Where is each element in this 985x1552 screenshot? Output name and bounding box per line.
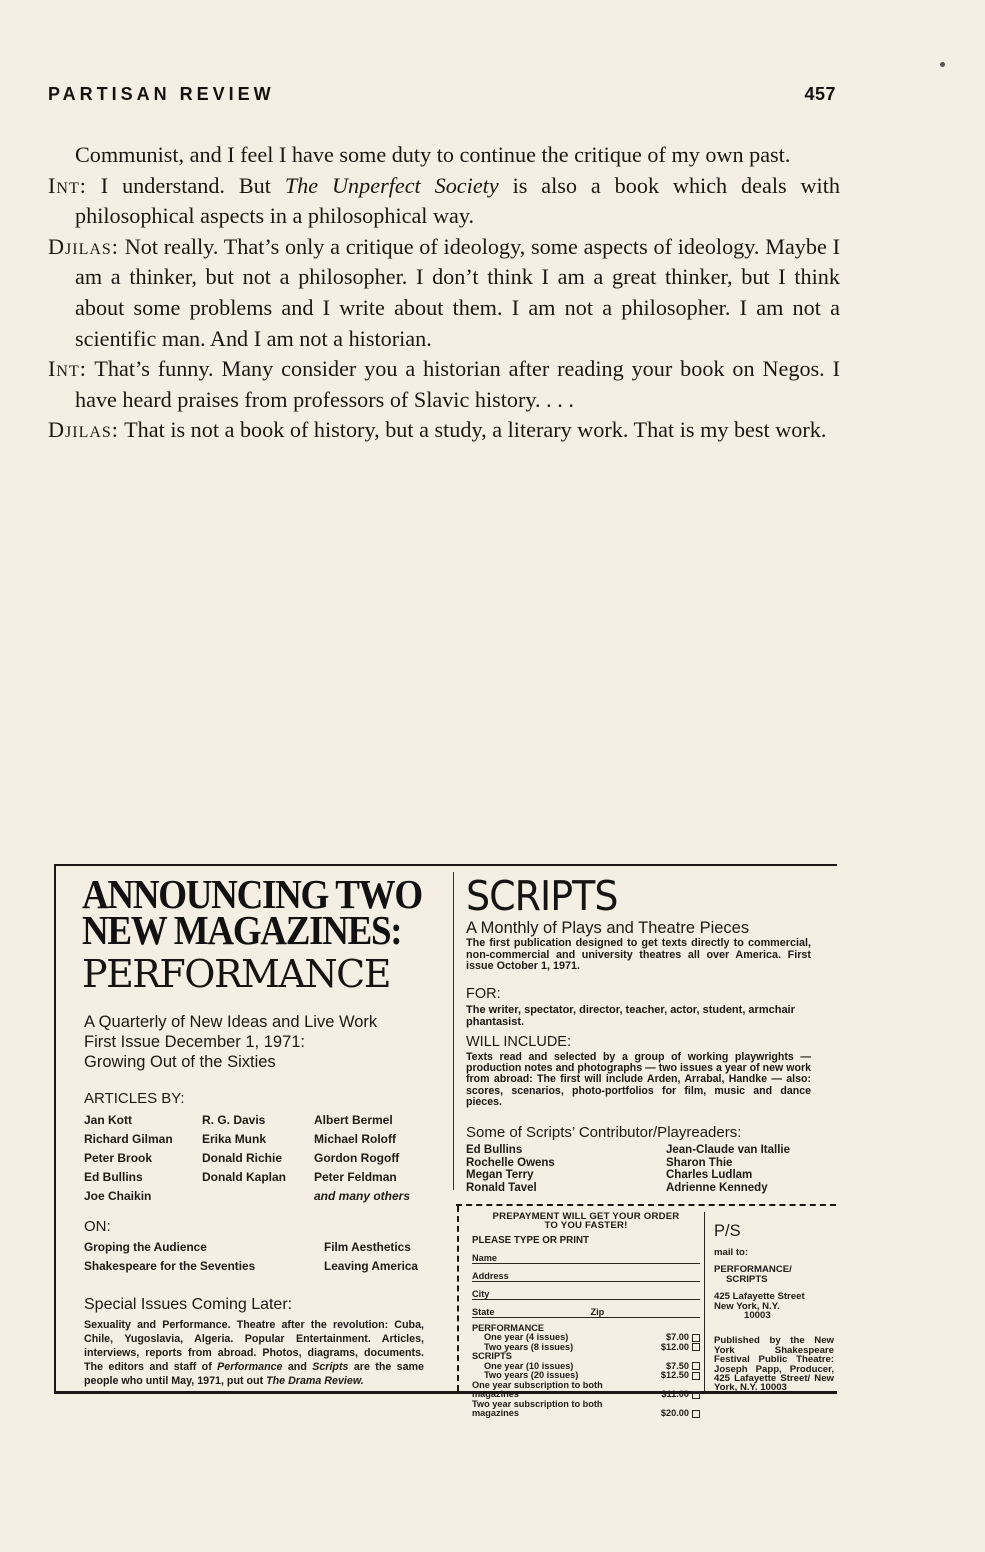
special-issues-text — [84, 1318, 424, 1388]
interview-paragraph — [48, 140, 840, 171]
prepayment-line: PREPAYMENT WILL GET YOUR ORDER — [492, 1211, 680, 1222]
contributor-name: Megan Terry — [466, 1169, 534, 1181]
on-heading: ON: — [84, 1218, 111, 1235]
contributor-name: Charles Ludlam — [666, 1169, 753, 1181]
order-form — [472, 1212, 700, 1419]
option-label: One year (10 issues) — [484, 1360, 574, 1371]
topic: Groping the Audience — [84, 1240, 207, 1254]
special-text: and — [282, 1361, 313, 1373]
ps-mailing-block — [714, 1222, 834, 1393]
author-name: Peter Brook — [84, 1151, 153, 1165]
author-name: Gordon Rogoff — [314, 1151, 400, 1165]
prepayment-note — [472, 1212, 700, 1230]
author-name: Erika Munk — [202, 1132, 267, 1146]
speaker-label: Djilas: — [48, 417, 119, 443]
name-field[interactable] — [472, 1254, 700, 1264]
topic: Leaving America — [324, 1259, 418, 1273]
author-name: Michael Roloff — [314, 1132, 397, 1146]
address-line: New York, N.Y. — [714, 1300, 780, 1312]
subscription-options — [472, 1324, 700, 1419]
contributors-heading: Some of Scripts’ Contributor/Playreaders: — [466, 1124, 742, 1141]
speaker-label: Int: — [48, 172, 87, 198]
checkbox[interactable] — [692, 1410, 700, 1418]
option-price: $12.50 — [660, 1370, 689, 1380]
magazine-title: The Drama Review. — [266, 1375, 364, 1387]
interview-paragraph — [48, 354, 840, 415]
for-text: The writer, spectator, director, teacher, actor, student, armchair phantasist. — [466, 1004, 795, 1028]
book-title: The Unperfect Society — [284, 172, 499, 198]
contributor-name: Jean-Claude van Itallie — [666, 1144, 790, 1156]
author-name: Peter Feldman — [314, 1170, 397, 1184]
coupon-cut-line — [457, 1206, 459, 1391]
magazine-title: Scripts — [312, 1361, 349, 1373]
price-row — [472, 1400, 700, 1419]
interview-paragraph — [48, 171, 840, 232]
scripts-description: The first publication designed to get texts directly to commercial, non-commercial and university theatres all over America. First issue October 1, 1971. — [466, 937, 811, 972]
paragraph-text: That is not a book of history, but a study, a literary work. That is my best work. — [118, 417, 827, 443]
topics-grid — [84, 1240, 429, 1274]
city-field[interactable] — [472, 1290, 700, 1300]
scripts-subtitle: A Monthly of Plays and Theatre Pieces — [466, 919, 750, 937]
checkbox[interactable] — [692, 1372, 700, 1380]
topic: Film Aesthetics — [324, 1240, 411, 1254]
author-name: Jan Kott — [84, 1113, 132, 1127]
city-label: City — [472, 1288, 490, 1299]
speaker-label: Djilas: — [48, 233, 119, 259]
address-line: 425 Lafayette Street — [714, 1291, 805, 1303]
contributor-name: Sharon Thie — [666, 1156, 733, 1169]
option-price: $12.00 — [660, 1341, 689, 1352]
special-text: Sexuality and Performance. Theatre after the revolution: Cuba, Chile, Yugoslavia, Algeria. Popular Entertainment. Articles, interviews, reports from abroad. Photos, diagrams, documents. The editors and staff of — [84, 1319, 424, 1373]
contributor-name: Ed Bullins — [466, 1144, 523, 1156]
address-field[interactable] — [472, 1272, 700, 1282]
author-name: Albert Bermel — [314, 1113, 393, 1127]
contributors-grid — [466, 1144, 811, 1194]
interview-text — [48, 140, 840, 446]
option-label: One year (4 issues) — [484, 1332, 569, 1342]
option-label: One year subscription to both magazines — [472, 1379, 603, 1399]
announcement-headline — [82, 872, 432, 955]
paragraph-text: Communist, and I feel I have some duty to continue the critique of my own past. — [75, 142, 791, 167]
author-name: Joe Chaikin — [84, 1189, 152, 1203]
author-name: Donald Richie — [202, 1151, 283, 1165]
headline-line: NEW MAGAZINES: — [82, 908, 402, 955]
option-price: $20.00 — [660, 1408, 689, 1418]
checkbox[interactable] — [692, 1334, 700, 1342]
page-number: 457 — [804, 84, 836, 104]
interview-paragraph — [48, 232, 840, 354]
paragraph-text: Not really. That’s only a critique of ideology, some aspects of ideology. Maybe I am a thinker, but not a philosopher. I don’t think I am a great thinker, but I think about some problems and I write about them. I am not a philosopher. I am not a scientific man. And I am not a historian. — [75, 233, 840, 351]
performance-subtitle — [84, 1012, 377, 1072]
zip-label: Zip — [590, 1306, 605, 1317]
will-include-text: Texts read and selected by a group of working playwrights — production notes and photographs — two issues a year of new work from abroad: The first will include Arden, Arrabal, Handke — also: scores, scenarios, photo-portfolios for film, music and dance pieces. — [466, 1051, 811, 1108]
will-include-heading: WILL INCLUDE: — [466, 1034, 572, 1050]
option-label: Two year subscription to both magazines — [472, 1398, 603, 1418]
journal-name: PARTISAN REVIEW — [48, 84, 275, 104]
author-name: Richard Gilman — [84, 1132, 173, 1146]
headline-line: ANNOUNCING TWO — [82, 872, 422, 919]
special-issues-heading: Special Issues Coming Later: — [84, 1296, 293, 1313]
advertisement — [54, 864, 837, 1418]
magazine-title: Performance — [217, 1361, 283, 1373]
paragraph-text: I understand. But — [86, 172, 285, 198]
coupon-cut-line — [456, 1204, 836, 1206]
address-line: 10003 — [744, 1310, 771, 1322]
option-label: Two years (8 issues) — [484, 1341, 574, 1352]
state-zip-field[interactable] — [472, 1308, 700, 1318]
author-name: Ed Bullins — [84, 1170, 143, 1184]
option-price: $7.50 — [666, 1360, 689, 1371]
first-issue-line: First Issue December 1, 1971: — [84, 1033, 306, 1051]
interview-paragraph — [48, 415, 840, 446]
column-divider — [453, 872, 454, 1190]
topic: Shakespeare for the Seventies — [84, 1259, 256, 1273]
address-label: Address — [472, 1270, 509, 1281]
contributor-name: Rochelle Owens — [466, 1156, 555, 1169]
tagline-line: Growing Out of the Sixties — [84, 1053, 276, 1071]
performance-title: PERFORMANCE — [82, 952, 390, 996]
mail-to-label: mail to: — [714, 1247, 749, 1258]
address-line: SCRIPTS — [726, 1273, 768, 1285]
authors-grid — [84, 1112, 434, 1204]
option-label: Two years (20 issues) — [484, 1370, 579, 1380]
checkbox[interactable] — [692, 1391, 700, 1399]
address-line: PERFORMANCE/ — [714, 1264, 792, 1276]
author-name — [202, 1188, 314, 1204]
author-name: R. G. Davis — [202, 1113, 266, 1127]
ps-title: P/S — [714, 1222, 741, 1240]
subtitle-line: A Quarterly of New Ideas and Live Work — [84, 1013, 378, 1031]
state-label: State — [472, 1306, 495, 1317]
running-head — [48, 84, 836, 105]
special-text: are the same people who until May, 1971, put out — [84, 1361, 424, 1387]
publisher-note: Published by the New York Shakespeare Festival Public Theatre: Joseph Papp, Producer, 425 Lafayette Street/ New York, N.Y. 10003 — [714, 1335, 834, 1394]
performance-price-heading: PERFORMANCE — [472, 1322, 544, 1333]
paragraph-text: That’s funny. Many consider you a historian after reading your book on Negos. I have heard praises from professors of Slavic history. . . . — [75, 356, 840, 412]
prepayment-line: TO YOU FASTER! — [544, 1220, 628, 1231]
author-name: Donald Kaplan — [202, 1170, 287, 1184]
paragraph-text: is also a book which deals with philosophical aspects in a philosophical way. — [75, 172, 840, 229]
author-name: and many others — [314, 1189, 411, 1203]
option-price: $11.00 — [661, 1389, 689, 1399]
checkbox[interactable] — [692, 1362, 700, 1370]
scripts-price-heading: SCRIPTS — [472, 1351, 512, 1361]
please-print-note: PLEASE TYPE OR PRINT — [472, 1235, 590, 1246]
checkbox[interactable] — [692, 1343, 700, 1351]
option-price: $7.00 — [666, 1332, 689, 1342]
speaker-label: Int: — [48, 356, 87, 382]
coupon-divider — [704, 1212, 705, 1392]
articles-heading: ARTICLES BY: — [84, 1090, 185, 1107]
price-row — [472, 1381, 700, 1400]
for-heading: FOR: — [466, 986, 501, 1002]
scripts-title: SCRIPTS — [466, 872, 618, 920]
contributor-name: Ronald Tavel — [466, 1181, 537, 1194]
contributor-name: Adrienne Kennedy — [666, 1181, 768, 1194]
ink-speck — [940, 62, 945, 67]
name-label: Name — [472, 1252, 498, 1263]
